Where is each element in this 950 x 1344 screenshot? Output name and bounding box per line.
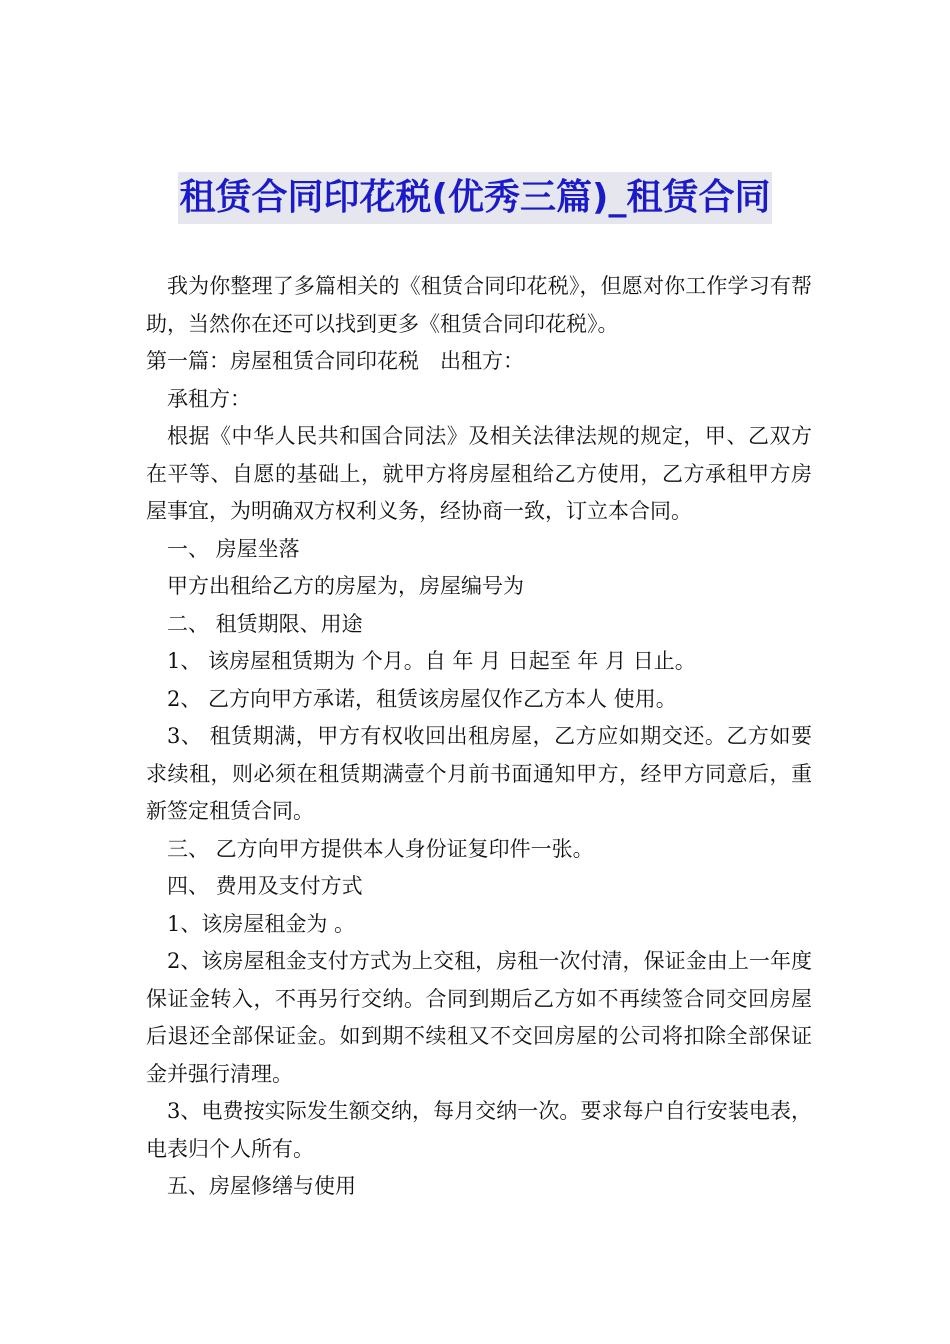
paragraph: 第一篇：房屋租赁合同印花税 出租方： (146, 349, 524, 373)
document-title: 租赁合同印花税(优秀三篇)_租赁合同 (178, 172, 773, 224)
paragraph: 甲方出租给乙方的房屋为，房屋编号为 (167, 574, 524, 598)
list-item: 1、 该房屋租赁期为 个月。自 年 月 日起至 年 月 日止。 (167, 649, 696, 673)
paragraph: 承租方： (167, 386, 251, 411)
section-heading: 三、 乙方向甲方提供本人身份证复印件一张。 (167, 836, 594, 861)
list-item: 3、 租赁期满，甲方有权收回出租房屋，乙方应如期交还。乙方如要求续租，则必须在租赁期满壹个月前书面通知甲方，经甲方同意后，重新签定租赁合同。 (146, 724, 812, 823)
paragraph: 我为你整理了多篇相关的《租赁合同印花税》，但愿对你工作学习有帮助，当然你在还可以找到更多《租赁合同印花税》。 (146, 274, 812, 336)
section-heading: 四、 费用及支付方式 (167, 874, 363, 898)
document-body (146, 268, 812, 1206)
section-heading: 二、 租赁期限、用途 (167, 611, 363, 636)
title-container (0, 172, 950, 224)
list-item: 2、 乙方向甲方承诺，租赁该房屋仅作乙方本人 使用。 (167, 686, 677, 711)
section-heading: 五、房屋修缮与使用 (167, 1174, 356, 1198)
paragraph: 根据《中华人民共和国合同法》及相关法律法规的规定，甲、乙双方在平等、自愿的基础上，就甲方将房屋租给乙方使用，乙方承租甲方房屋事宜，为明确双方权利义务，经协商一致，订立本合同。 (146, 424, 812, 523)
list-item: 1、该房屋租金为 。 (167, 911, 356, 936)
list-item: 3、电费按实际发生额交纳，每月交纳一次。要求每户自行安装电表，电表归个人所有。 (146, 1099, 812, 1161)
list-item: 2、该房屋租金支付方式为上交租，房租一次付清，保证金由上一年度保证金转入，不再另行交纳。合同到期后乙方如不再续签合同交回房屋后退还全部保证金。如到期不续租又不交回房屋的公司将扣除全部保证金并强行清理。 (146, 949, 812, 1086)
section-heading: 一、 房屋坐落 (167, 536, 300, 561)
